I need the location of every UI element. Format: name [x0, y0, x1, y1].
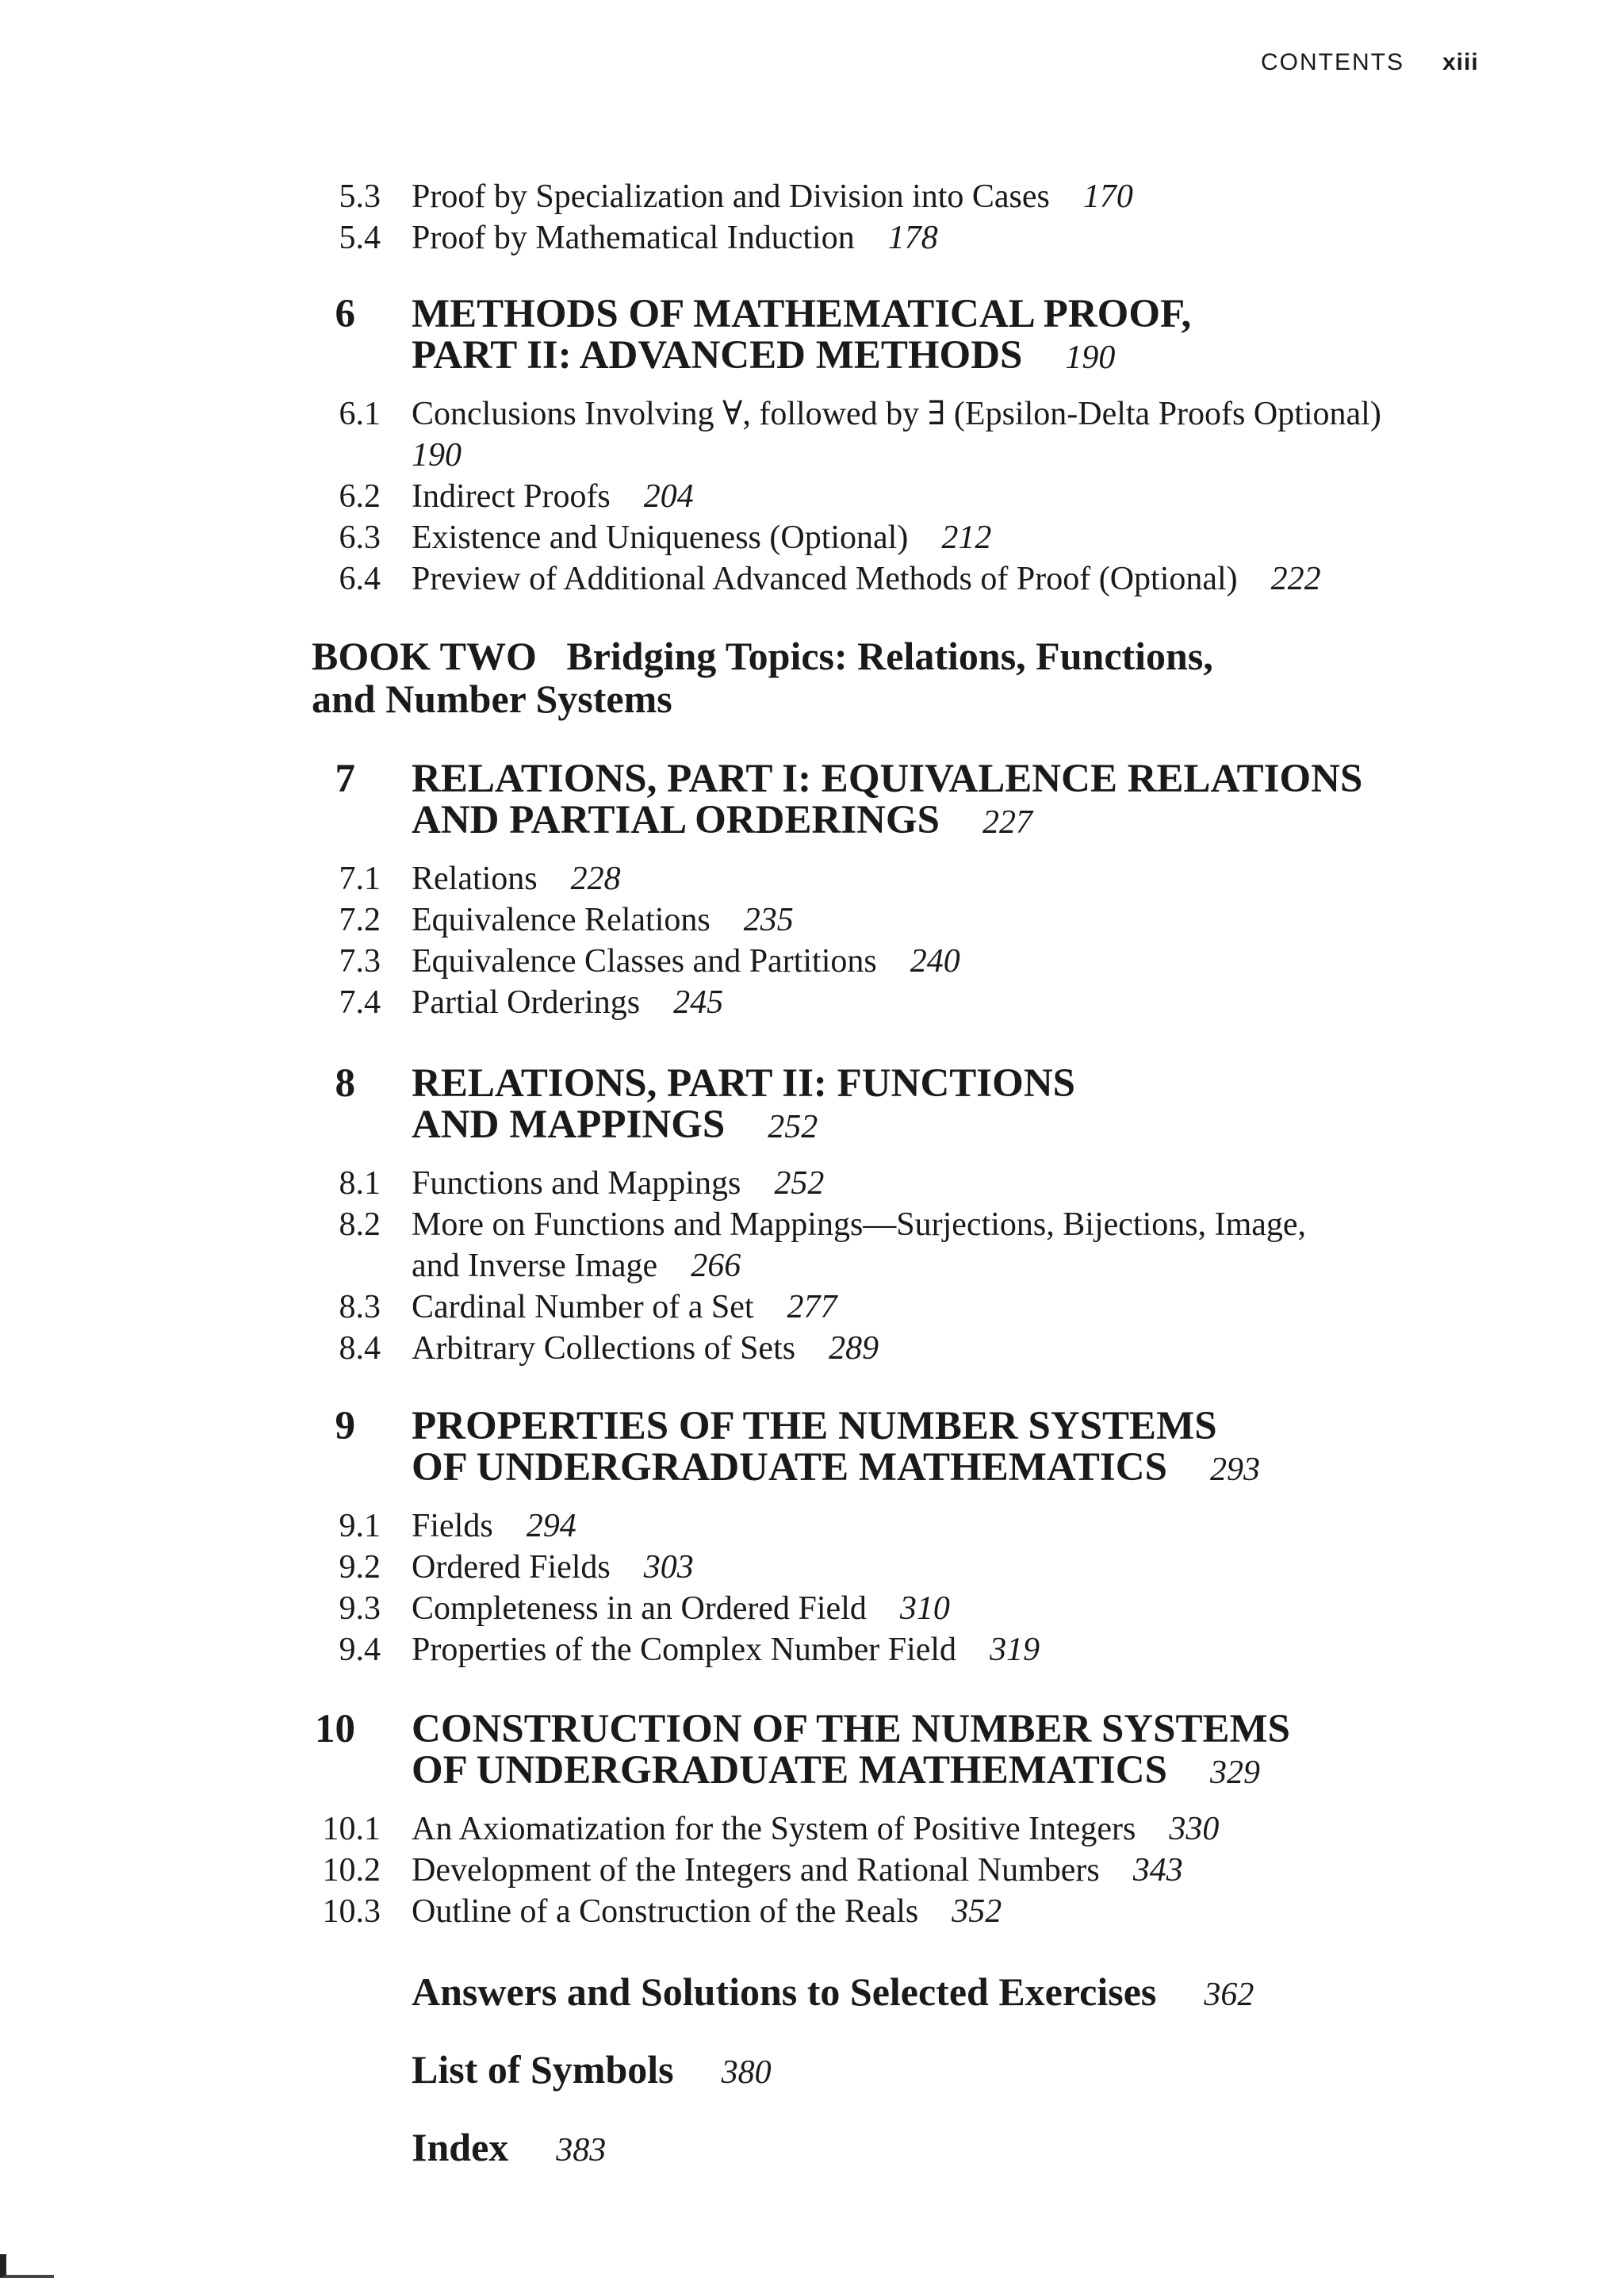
chapter-heading[interactable] — [0, 1708, 1624, 1791]
section-number: 5.4 — [339, 220, 381, 256]
page-number: 235 — [743, 902, 794, 938]
page-number: 343 — [1132, 1852, 1183, 1889]
section-number: 7.4 — [339, 984, 381, 1021]
page-number: 319 — [990, 1632, 1040, 1668]
toc-entry[interactable] — [0, 1204, 1624, 1245]
section-number: 10.2 — [322, 1852, 381, 1889]
toc-entry[interactable] — [0, 899, 1624, 941]
page-number: 383 — [556, 2132, 607, 2169]
chapter-title-line-2: OF UNDERGRADUATE MATHEMATICS — [412, 1445, 1167, 1490]
toc-entry[interactable] — [0, 517, 1624, 558]
section-number: 5.3 — [339, 178, 381, 215]
ch5-sections — [0, 176, 1624, 259]
chapter-7 — [0, 758, 1624, 1023]
toc-entry[interactable] — [0, 982, 1624, 1023]
section-title: More on Functions and Mappings—Surjections, Bijections, Image, — [412, 1206, 1307, 1243]
back-matter-index[interactable] — [412, 2124, 606, 2170]
section-number: 8.1 — [339, 1165, 381, 1202]
section-number: 9.3 — [339, 1590, 381, 1627]
toc-entry[interactable] — [0, 1287, 1624, 1328]
page-number: 277 — [787, 1289, 837, 1325]
section-title: Partial Orderings — [412, 984, 641, 1021]
section-title: Existence and Uniqueness (Optional) — [412, 520, 909, 556]
toc-entry[interactable] — [0, 217, 1624, 259]
toc-entry[interactable] — [0, 1588, 1624, 1629]
section-title: Relations — [412, 861, 538, 897]
chapter-10 — [0, 1708, 1624, 1932]
section-number: 6.1 — [339, 396, 381, 432]
section-number: 9.2 — [339, 1549, 381, 1586]
toc-entry[interactable] — [0, 176, 1624, 217]
section-number: 6.3 — [339, 520, 381, 556]
section-number: 6.2 — [339, 478, 381, 515]
toc-entry[interactable] — [0, 1891, 1624, 1932]
chapter-6 — [0, 293, 1624, 600]
page-number: 190 — [1065, 339, 1116, 376]
back-matter-symbols[interactable] — [412, 2046, 772, 2092]
section-number: 8.4 — [339, 1330, 381, 1367]
chapter-title-line-1: PROPERTIES OF THE NUMBER SYSTEMS — [412, 1404, 1217, 1448]
toc-entry[interactable] — [0, 476, 1624, 517]
page-number: 362 — [1204, 1977, 1254, 2013]
chapter-title-line-1: RELATIONS, PART I: EQUIVALENCE RELATIONS — [412, 757, 1363, 801]
section-title-continued: and Inverse Image — [412, 1248, 658, 1284]
section-title: Functions and Mappings — [412, 1165, 741, 1202]
chapter-title-line-2: PART II: ADVANCED METHODS — [412, 333, 1023, 378]
page-number: 294 — [526, 1508, 576, 1544]
page-number: 170 — [1082, 178, 1133, 215]
section-title: Equivalence Relations — [412, 902, 710, 938]
section-title: Proof by Specialization and Division into Cases — [412, 178, 1050, 215]
toc-entry[interactable] — [0, 1850, 1624, 1891]
section-title: Arbitrary Collections of Sets — [412, 1330, 796, 1367]
page-number: 227 — [982, 804, 1033, 841]
toc-entry[interactable] — [0, 1163, 1624, 1204]
chapter-9 — [0, 1406, 1624, 1670]
section-title: Ordered Fields — [412, 1549, 611, 1586]
section-number: 9.1 — [339, 1508, 381, 1544]
chapter-number: 6 — [335, 292, 355, 336]
toc-entry[interactable] — [0, 1328, 1624, 1369]
page-number: 245 — [673, 984, 724, 1021]
section-number: 8.3 — [339, 1289, 381, 1325]
section-title: Equivalence Classes and Partitions — [412, 943, 877, 980]
chapter-title-line-2: AND MAPPINGS — [412, 1103, 726, 1147]
book-two-line-1: BOOK TWO Bridging Topics: Relations, Functions, — [312, 634, 1213, 678]
page-number: 222 — [1270, 561, 1321, 597]
section-number: 10.1 — [322, 1811, 381, 1847]
toc-entry[interactable] — [0, 858, 1624, 899]
page-number: 212 — [941, 520, 992, 556]
toc-entry[interactable] — [0, 558, 1624, 600]
chapter-heading[interactable] — [0, 1063, 1624, 1145]
page-number: 190 — [412, 437, 462, 474]
section-number: 7.2 — [339, 902, 381, 938]
back-matter-title: Index — [412, 2125, 509, 2169]
page-number: 178 — [887, 220, 938, 256]
scan-corner-mark — [0, 2254, 54, 2278]
section-title: Cardinal Number of a Set — [412, 1289, 754, 1325]
chapter-heading[interactable] — [0, 293, 1624, 376]
page-number: 252 — [774, 1165, 825, 1202]
page-number: 310 — [899, 1590, 950, 1627]
back-matter-answers[interactable] — [412, 1969, 1254, 2015]
section-number: 6.4 — [339, 561, 381, 597]
running-head — [1261, 49, 1479, 76]
section-number: 7.3 — [339, 943, 381, 980]
toc-entry[interactable] — [0, 1505, 1624, 1547]
toc-entry-continuation[interactable] — [0, 435, 1624, 476]
page-number: 380 — [721, 2054, 772, 2091]
page-number: 240 — [910, 943, 960, 980]
section-number: 8.2 — [339, 1206, 381, 1243]
toc-entry[interactable] — [0, 1629, 1624, 1670]
back-matter-title: Answers and Solutions to Selected Exercises — [412, 1969, 1157, 2014]
chapter-number: 9 — [335, 1404, 355, 1448]
section-title: Completeness in an Ordered Field — [412, 1590, 867, 1627]
section-title: An Axiomatization for the System of Positive Integers — [412, 1811, 1136, 1847]
toc-entry-continuation[interactable] — [0, 1245, 1624, 1287]
page-number: 352 — [952, 1893, 1002, 1930]
chapter-title-line-2: AND PARTIAL ORDERINGS — [412, 798, 940, 842]
page-number: 330 — [1169, 1811, 1220, 1847]
book-two-heading[interactable] — [312, 635, 1213, 720]
page-folio: xiii — [1442, 49, 1479, 75]
chapter-8 — [0, 1063, 1624, 1369]
chapter-number: 10 — [315, 1707, 355, 1751]
page-number: 266 — [691, 1248, 741, 1284]
book-two-line-2: and Number Systems — [312, 677, 672, 721]
toc-entry[interactable] — [0, 393, 1624, 435]
chapter-title-line-1: RELATIONS, PART II: FUNCTIONS — [412, 1061, 1076, 1106]
chapter-title-line-1: METHODS OF MATHEMATICAL PROOF, — [412, 292, 1192, 336]
section-number: 10.3 — [322, 1893, 381, 1930]
page-number: 303 — [643, 1549, 694, 1586]
running-title: CONTENTS — [1261, 49, 1404, 75]
section-title: Fields — [412, 1508, 493, 1544]
section-title: Properties of the Complex Number Field — [412, 1632, 957, 1668]
section-title: Conclusions Involving ∀, followed by ∃ (Epsilon-Delta Proofs Optional) — [412, 396, 1381, 432]
page-number: 228 — [570, 861, 621, 897]
section-number: 9.4 — [339, 1632, 381, 1668]
section-title: Development of the Integers and Rational Numbers — [412, 1852, 1100, 1889]
back-matter-title: List of Symbols — [412, 2047, 674, 2092]
section-title: Outline of a Construction of the Reals — [412, 1893, 919, 1930]
chapter-title-line-1: CONSTRUCTION OF THE NUMBER SYSTEMS — [412, 1707, 1291, 1751]
toc-entry[interactable] — [0, 941, 1624, 982]
chapter-heading[interactable] — [0, 758, 1624, 841]
chapter-title-line-2: OF UNDERGRADUATE MATHEMATICS — [412, 1748, 1167, 1793]
section-title: Indirect Proofs — [412, 478, 611, 515]
page-number: 289 — [829, 1330, 879, 1367]
chapter-number: 7 — [335, 757, 355, 801]
section-title: Preview of Additional Advanced Methods of Proof (Optional) — [412, 561, 1238, 597]
chapter-heading[interactable] — [0, 1406, 1624, 1488]
page-number: 204 — [643, 478, 694, 515]
page-number: 329 — [1209, 1755, 1260, 1791]
page-number: 252 — [768, 1109, 818, 1145]
toc-entry[interactable] — [0, 1547, 1624, 1588]
section-number: 7.1 — [339, 861, 381, 897]
page-number: 293 — [1209, 1452, 1260, 1488]
toc-entry[interactable] — [0, 1808, 1624, 1850]
chapter-number: 8 — [335, 1061, 355, 1106]
section-title: Proof by Mathematical Induction — [412, 220, 855, 256]
